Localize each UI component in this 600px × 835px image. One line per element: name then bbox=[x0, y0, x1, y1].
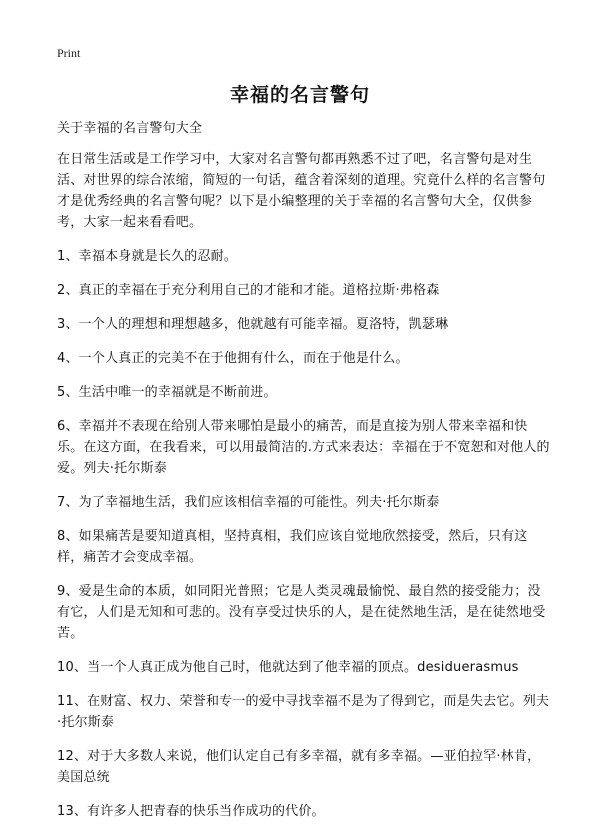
quote-item: 9、爱是生命的本质，如同阳光普照；它是人类灵魂最愉悦、最自然的接受能力；没有它，人们是无知和可悲的。没有享受过快乐的人，是在徒然地生活，是在徒然地受苦。 bbox=[57, 584, 546, 641]
print-label: Print bbox=[57, 46, 81, 60]
quote-item: 8、如果痛苦是要知道真相，坚持真相，我们应该自觉地欣然接受，然后，只有这样，痛苦才会变成幸福。 bbox=[57, 529, 528, 565]
quote-item: 13、有许多人把青春的快乐当作成功的代价。 bbox=[57, 804, 325, 819]
document-subtitle: 关于幸福的名言警句大全 bbox=[57, 121, 203, 136]
quote-item: 6、幸福并不表现在给别人带来哪怕是最小的痛苦，而是直接为别人带来幸福和快乐。在这方面，在我看来，可以用最简洁的.方式来表达：幸福在于不宽恕和对他人的爱。列夫·托尔斯泰 bbox=[57, 419, 550, 476]
quote-item: 2、真正的幸福在于充分利用自己的才能和才能。道格拉斯·弗格森 bbox=[57, 283, 440, 298]
quote-item: 3、一个人的理想和理想越多，他就越有可能幸福。夏洛特，凯瑟琳 bbox=[57, 317, 449, 332]
quote-item: 1、幸福本身就是长久的忍耐。 bbox=[57, 249, 238, 264]
page-title: 幸福的名言警句 bbox=[229, 84, 370, 106]
quote-item: 11、在财富、权力、荣誉和专一的爱中寻找幸福不是为了得到它，而是失去它。列夫·托尔斯泰 bbox=[57, 694, 550, 730]
quote-item: 10、当一个人真正成为他自己时，他就达到了他幸福的顶点。desiduerasmus bbox=[57, 660, 519, 675]
intro-paragraph: 在日常生活或是工作学习中，大家对名言警句都再熟悉不过了吧，名言警句是对生活、对世界的综合浓缩，简短的一句话，蕴含着深刻的道理。究竟什么样的名言警句才是优秀经典的名言警句呢？以下是小编整理的关于幸福的名言警句大全，仅供参考，大家一起来看看吧。 bbox=[57, 152, 546, 230]
document-body bbox=[57, 118, 553, 835]
quote-item: 5、生活中唯一的幸福就是不断前进。 bbox=[57, 385, 277, 400]
quote-item: 4、一个人真正的完美不在于他拥有什么，而在于他是什么。 bbox=[57, 351, 409, 366]
quote-item: 7、为了幸福地生活，我们应该相信幸福的可能性。列夫·托尔斯泰 bbox=[57, 495, 440, 510]
quote-item: 12、对于大多数人来说，他们认定自己有多幸福，就有多幸福。—亚伯拉罕·林肯，美国总统 bbox=[57, 749, 541, 785]
